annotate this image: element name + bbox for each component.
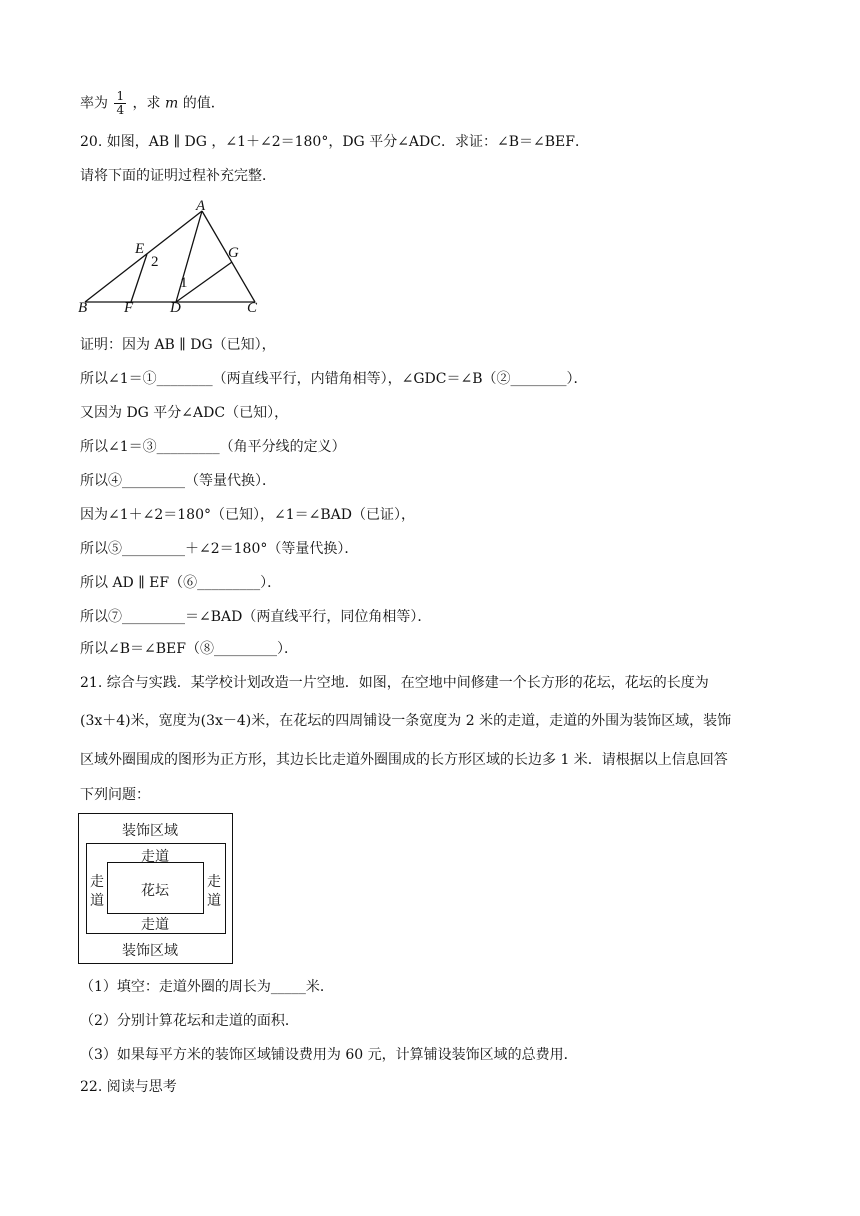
intro-text-a: 率为 [80, 95, 108, 112]
flower-bed-label: 花坛 [141, 883, 169, 899]
fraction-denominator: 4 [116, 103, 125, 117]
question-22: 22. 阅读与思考 [80, 1079, 177, 1095]
fraction [114, 90, 126, 117]
proof-line-2: 所以∠1＝①________（两直线平行，内错角相等），∠GDC＝∠B（②________）． [80, 371, 588, 387]
sub-question-1: （1）填空：走道外圈的周长为_____米． [80, 979, 334, 995]
variable-m: m [165, 95, 179, 112]
intro-text-b: ，求 [132, 95, 161, 112]
intro-line [80, 90, 225, 117]
proof-line-1: 证明：因为 AB ∥ DG（已知）， [80, 337, 276, 353]
angle-1-label: 1 [180, 275, 188, 291]
decoration-top-label: 装饰区域 [122, 823, 178, 839]
line-ef [131, 254, 147, 302]
proof-line-5: 所以④_________（等量代换）． [80, 473, 276, 489]
intro-text-c: 的值． [182, 95, 225, 112]
proof-line-4: 所以∠1＝③_________（角平分线的定义） [80, 439, 346, 455]
walkway-right-label-1: 走 [207, 874, 221, 890]
angle-2-label: 2 [151, 254, 159, 270]
walkway-right-label-2: 道 [207, 893, 221, 909]
walkway-left-label-1: 走 [90, 874, 104, 890]
question-20: 20. 如图，AB ∥ DG ，∠1＋∠2＝180°，DG 平分∠ADC．求证：∠B＝∠BEF． [80, 134, 589, 150]
question-21-line-4: 下列问题： [80, 787, 150, 803]
proof-line-7: 所以⑤_________＋∠2＝180°（等量代换）． [80, 541, 359, 557]
walkway-left-label-2: 道 [90, 893, 104, 909]
point-d-label: D [170, 300, 181, 316]
question-21-line-1: 21. 综合与实践．某学校计划改造一片空地．如图，在空地中间修建一个长方形的花坛，花坛的长度为 [80, 675, 709, 691]
decoration-bottom-label: 装饰区域 [122, 943, 178, 959]
point-e-label: E [135, 241, 145, 257]
sub-question-2: （2）分别计算花坛和走道的面积． [80, 1013, 299, 1029]
proof-line-3: 又因为 DG 平分∠ADC（已知）， [80, 405, 289, 421]
proof-line-10: 所以∠B＝∠BEF（⑧_________）． [80, 641, 298, 657]
question-21-line-2: (3x＋4)米，宽度为(3x－4)米，在花坛的四周铺设一条宽度为 2 米的走道，走道的外围为装饰区域，装饰 [80, 713, 732, 729]
point-g-label: G [228, 245, 239, 261]
sub-question-3: （3）如果每平方米的装饰区域铺设费用为 60 元，计算铺设装饰区域的总费用． [80, 1047, 578, 1063]
fraction-numerator: 1 [116, 89, 125, 103]
point-a-label: A [196, 198, 206, 214]
walkway-bottom-label: 走道 [141, 917, 169, 933]
question-20-subtitle: 请将下面的证明过程补充完整． [80, 168, 276, 184]
point-b-label: B [78, 300, 88, 316]
point-c-label: C [247, 300, 258, 316]
proof-line-9: 所以⑦_________＝∠BAD（两直线平行，同位角相等）． [80, 609, 432, 625]
walkway-top-label: 走道 [141, 849, 169, 865]
proof-line-8: 所以 AD ∥ EF（⑥_________）． [80, 575, 282, 591]
question-21-line-3: 区域外圈围成的图形为正方形，其边长比走道外圈围成的长方形区域的长边多 1 米．请根据以上信息回答 [80, 752, 728, 768]
point-f-label: F [124, 300, 134, 316]
proof-line-6: 因为∠1＋∠2＝180°（已知），∠1＝∠BAD（已证）， [80, 507, 415, 523]
